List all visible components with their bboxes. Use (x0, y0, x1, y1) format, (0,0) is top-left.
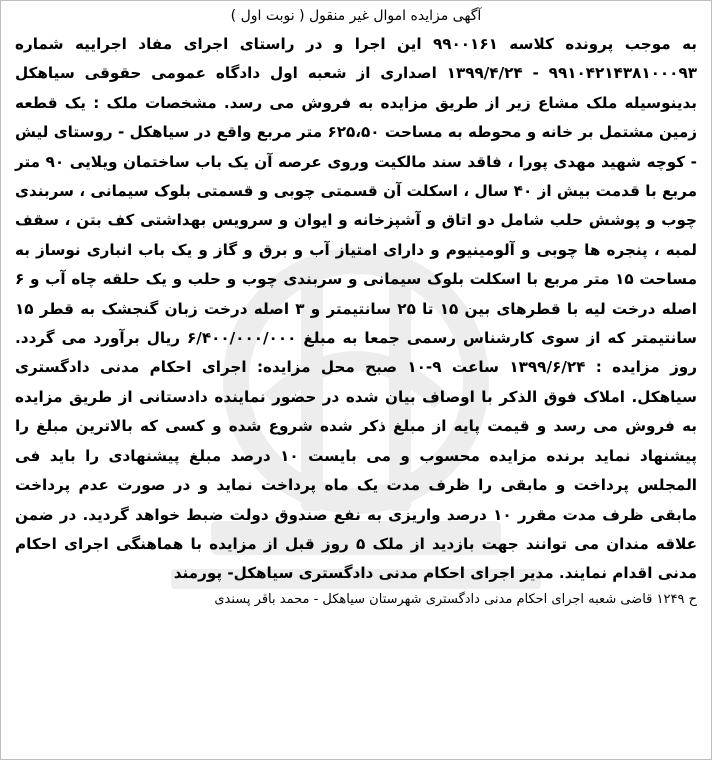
notice-title: آگهی مزایده اموال غیر منقول ( نوبت اول ) (230, 8, 482, 24)
notice-body: به موجب پرونده کلاسه ۹۹۰۰۱۶۱ این اجرا و در راستای اجرای مفاد اجراییه شماره ۹۹۱۰۴۲۱۴۳۸۱۰۰۰۹۳ - ۱۳۹۹/۴/۲۴ اصداری از شعبه اول دادگاه عمومی حقوقی سیاهکل بدینوسیله ملک مشاع زیر از طریق مزایده به فروش می رسد. مشخصات ملک : یک قطعه زمین مشتمل بر خانه و محوطه به مساحت ۶۲۵،۵۰ متر مربع واقع در سیاهکل - روستای لیش - کوچه شهید مهدی پورا ، فاقد سند مالکیت وروی عرصه آن یک باب ساختمان ویلایی ۹۰ متر مربع با قدمت بیش از ۴۰ سال ، اسکلت آن قسمتی چوبی و قسمتی بلوک سیمانی ، سربندی چوب و پوشش حلب شامل دو اتاق و آشپزخانه و ایوان و سرویس بهداشتی کف بتن ، سقف لمبه ، پنجره ها چوبی و آلومینیوم و دارای امتیاز آب و برق و گاز و یک باب انباری نوساز به مساحت ۱۵ متر مربع با اسکلت بلوک سیمانی و سربندی چوب و حلب و یک حلقه چاه آب و ۶ اصله درخت لیه با قطرهای بین ۱۵ تا ۲۵ سانتیمتر و ۳ اصله درخت زبان گنجشک به قطر ۱۵ سانتیمتر که از سوی کارشناس رسمی جمعا به مبلغ ۶/۴۰۰/۰۰۰/۰۰۰ ریال برآورد می گردد. روز مزایده : ۱۳۹۹/۶/۲۴ ساعت ۹-۱۰ صبح محل مزایده: اجرای احکام مدنی دادگستری سیاهکل. املاک فوق الذکر با اوصاف بیان شده در حضور نماینده دادستانی از طریق مزایده به فروش می رسد و قیمت پایه از مبلغ ذکر شده شروع شده و کسی که بالاترین مبلغ را پیشنهاد نماید برنده مزایده محسوب و می بایست ۱۰ درصد مبلغ پیشنهادی را باید فی المجلس پرداخت و مابقی را ظرف مدت یک ماه پرداخت نماید و در صورت عدم پرداخت مابقی ظرف مدت مقرر ۱۰ درصد واریزی به نفع صندوق دولت ضبط خواهد گردید. در ضمن علاقه مندان می توانند جهت بازدید از ملک ۵ روز قبل از مزایده با هماهنگی اجرای احکام مدنی اقدام نمایند. مدیر اجرای احکام مدنی دادگستری سیاهکل- پورمند (15, 35, 698, 583)
notice-footer: ح ۱۲۴۹ قاضی شعبه اجرای احکام مدنی دادگستری شهرستان سیاهکل - محمد باقر پسندی (214, 591, 697, 607)
notice-content (15, 5, 697, 755)
